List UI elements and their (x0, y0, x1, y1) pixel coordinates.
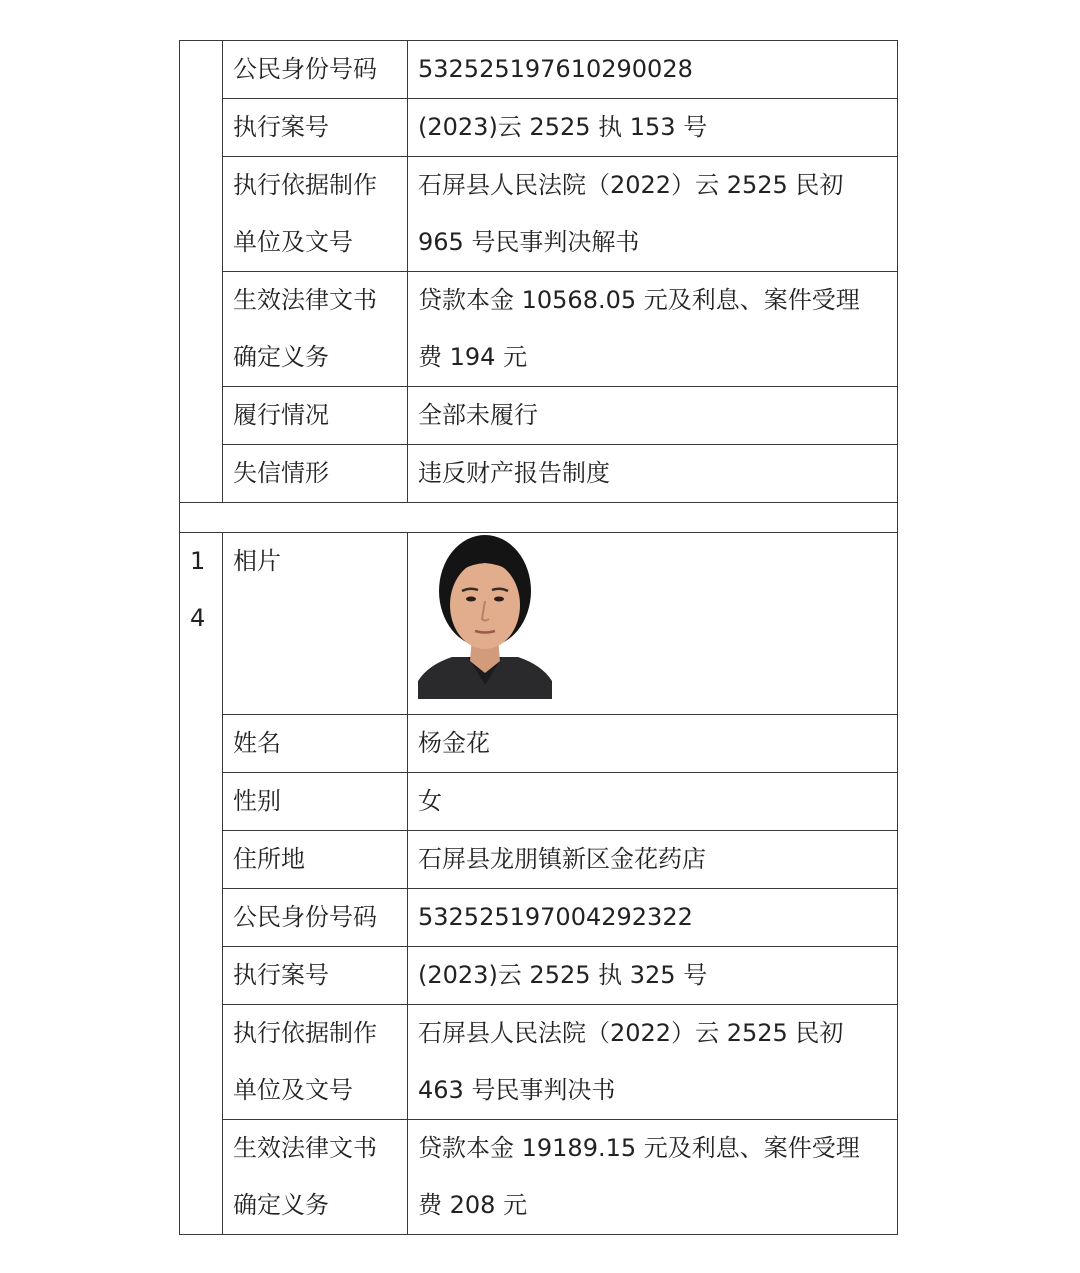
photo-cell (408, 533, 898, 715)
record-number (180, 533, 223, 1235)
field-value: 违反财产报告制度 (408, 445, 898, 503)
table-row (180, 445, 898, 503)
label-line: 生效法律文书 (233, 1134, 377, 1162)
field-label: 公民身份号码 (223, 41, 408, 99)
dishonest-debtor-table (179, 40, 898, 1235)
field-value: (2023)云 2525 执 153 号 (408, 99, 898, 157)
table-row (180, 533, 898, 715)
field-label: 履行情况 (223, 387, 408, 445)
field-label: 公民身份号码 (223, 889, 408, 947)
table-row (180, 947, 898, 1005)
field-label: 相片 (223, 533, 408, 715)
label-line: 执行依据制作 (233, 1019, 377, 1047)
field-value: (2023)云 2525 执 325 号 (408, 947, 898, 1005)
field-label (223, 157, 408, 272)
field-value: 全部未履行 (408, 387, 898, 445)
label-line: 确定义务 (233, 343, 329, 371)
label-line: 单位及文号 (233, 1076, 353, 1104)
field-value (408, 1005, 898, 1120)
table-row (180, 1120, 898, 1235)
table-row (180, 889, 898, 947)
table-row (180, 99, 898, 157)
value-line: 463 号民事判决书 (418, 1076, 616, 1104)
field-value: 石屏县龙朋镇新区金花药店 (408, 831, 898, 889)
field-label (223, 272, 408, 387)
label-line: 确定义务 (233, 1191, 329, 1219)
value-line: 费 208 元 (418, 1191, 528, 1219)
field-label: 性别 (223, 773, 408, 831)
field-value (408, 272, 898, 387)
field-label (223, 1120, 408, 1235)
record-number-digit: 1 (190, 547, 206, 575)
field-value: 532525197004292322 (408, 889, 898, 947)
field-value: 女 (408, 773, 898, 831)
table-row (180, 715, 898, 773)
label-line: 生效法律文书 (233, 286, 377, 314)
field-value (408, 1120, 898, 1235)
value-line: 费 194 元 (418, 343, 528, 371)
value-line: 石屏县人民法院（2022）云 2525 民初 (418, 1019, 844, 1047)
table-row (180, 272, 898, 387)
record-number-digit: 4 (190, 604, 206, 632)
table-row (180, 1005, 898, 1120)
table-row (180, 157, 898, 272)
separator-row (180, 503, 898, 533)
table-row (180, 41, 898, 99)
value-line: 贷款本金 19189.15 元及利息、案件受理 (418, 1134, 860, 1162)
field-label: 住所地 (223, 831, 408, 889)
field-label (223, 1005, 408, 1120)
record-number-cell (180, 41, 223, 503)
field-label: 姓名 (223, 715, 408, 773)
field-label: 执行案号 (223, 947, 408, 1005)
value-line: 965 号民事判决解书 (418, 228, 640, 256)
field-label: 失信情形 (223, 445, 408, 503)
table-row (180, 831, 898, 889)
field-value: 杨金花 (408, 715, 898, 773)
label-line: 单位及文号 (233, 228, 353, 256)
table-row (180, 773, 898, 831)
field-label: 执行案号 (223, 99, 408, 157)
table-row (180, 387, 898, 445)
person-portrait-photo (418, 533, 552, 699)
value-line: 贷款本金 10568.05 元及利息、案件受理 (418, 286, 860, 314)
field-value (408, 157, 898, 272)
label-line: 执行依据制作 (233, 171, 377, 199)
field-value: 532525197610290028 (408, 41, 898, 99)
value-line: 石屏县人民法院（2022）云 2525 民初 (418, 171, 844, 199)
separator-cell (180, 503, 898, 533)
